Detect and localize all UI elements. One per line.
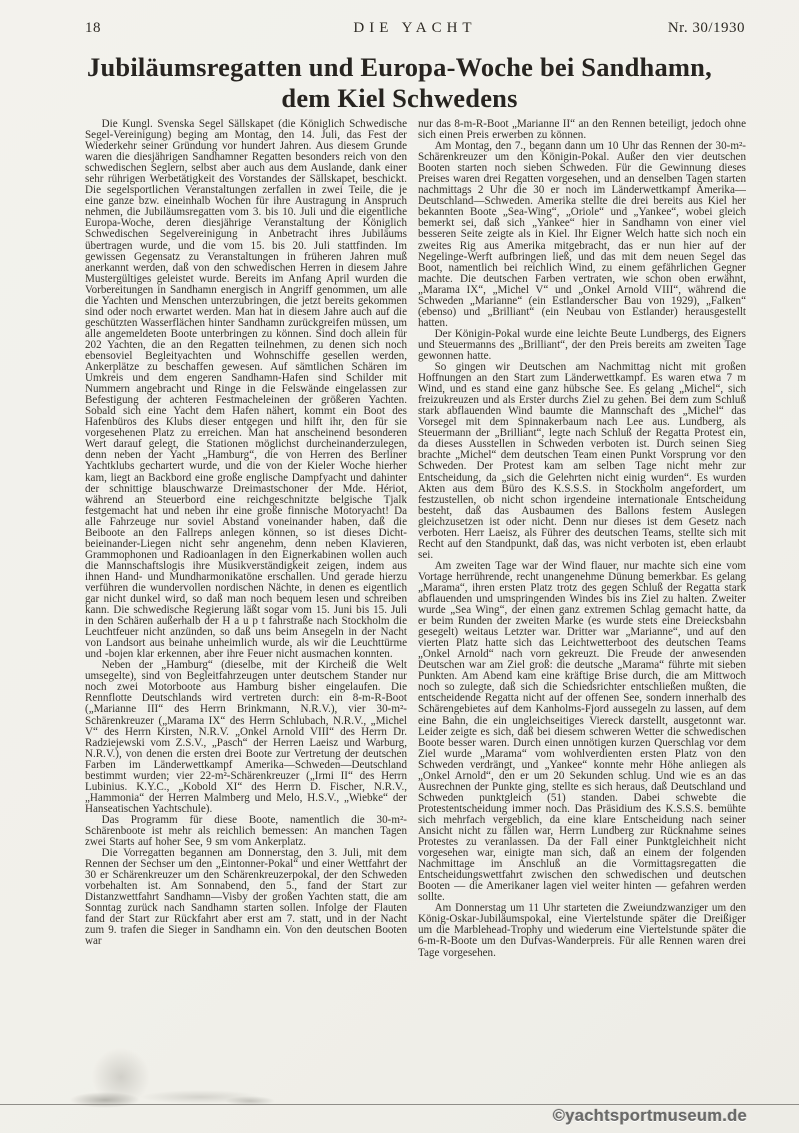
article-paragraph: Am Montag, den 7., begann dann um 10 Uhr das Rennen der 30-m²-Schärenkreuzer um den Königin-Pokal. Außer den vier deutschen Booten starten noch sieben Schweden. Für die Gewinnung dieses Preises waren drei Regatten vorgesehen, und an denselben Tagen starten nachmittags 2 Uhr die 30 er noch im Länderwettkampf Amerika—Deutschland—Schweden. Amerika stellte die drei bereits aus Kiel her bekannten Boote „Sea-Wing“, „Oriole“ und „Yankee“, wobei gleich bemerkt sei, daß sich „Yankee“ hier in Sandhamn von einer viel besseren Seite zeigte als in Kiel. Ihr Eigner Welch hatte sich noch ein zweites Rig aus Amerika mitgebracht, das er nun hier auf der Negelinge-Werft aufbringen ließ, und das mit dem neuen Segel das Boot, namentlich bei reichlich Wind, zu einem gefährlichen Gegner machte. Die deutschen Farben vertraten, wie schon oben erwähnt, „Marama IX“, „Michel V“ und „Onkel Arnold VIII“, während die Schweden „Marianne“ (ein Estlanderscher Bau von 1929), „Falken“ (ebenso) und „Brilliant“ (ein Neubau von Estlander) herausgestellt hatten.: [418, 140, 746, 329]
article-paragraph: nur das 8-m-R-Boot „Marianne II“ an den Rennen beteiligt, jedoch ohne sich einen Preis erwerben zu können.: [418, 119, 746, 142]
watermark: ©yachtsportmuseum.de: [552, 1107, 747, 1125]
article-paragraph: Am Donnerstag um 11 Uhr starteten die Zweiundzwanziger um den König-Oskar-Jubiläumspokal, eine Viertelstunde später die Dreißiger um die Marblehead-Trophy und wiederum eine Viertelstunde später die 6-m-R-Boote um den Dufvas-Wanderpreis. Für alle Rennen waren drei Tage vorgesehen.: [418, 902, 746, 959]
article-paragraph: Neben der „Hamburg“ (dieselbe, mit der Kircheiß die Welt umsegelte), sind von Begleitfahrzeugen unter deutschem Stander nur noch zwei Motorboote aus Hamburg bisher eingelaufen. Die Rennflotte Deutschlands wird vertreten durch: ein 8-m-R-Boot („Marianne III“ des Herrn Brinkmann, N.R.V.), vier 30-m²-Schärenkreuzer („Marama IX“ des Herrn Schlubach, N.R.V., „Michel V“ des Herrn Kirsten, N.R.V. „Onkel Arnold VIII“ des Herrn Dr. Radziejewski vom Z.S.V., „Pasch“ der Herren Laeisz und Warburg, N.R.V.), von denen die ersten drei Boote zur Vertretung der deutschen Farben im Länderwettkampf Amerika—Schweden—Deutschland bestimmt wurden; vier 22-m²-Schärenkreuzer („Irmi II“ des Herrn Lubinius. K.Y.C., „Kobold XI“ des Herrn D. Fischer, N.R.V., „Hammonia“ der Herren Malmberg und Melo, H.S.V., „Wiebke“ der Hanseatischen Yachtschule).: [85, 659, 407, 815]
article-paragraph: Die Vorregatten begannen am Donnerstag, den 3. Juli, mit dem Rennen der Sechser um den „Eintonner-Pokal“ und einer Wettfahrt der 30 er Schärenkreuzer um den Schärenkreuzerpokal, der den Schweden vorbehalten ist. Am Sonnabend, den 5., fand der Start zur Distanzwettfahrt Sandhamn—Visby der großen Yachten statt, die am Sonntag zurück nach Sandhamn starten sollen. Infolge der Flauten fand der Start zur Rückfahrt aber erst am 7. statt, und in der Nacht zum 9. trafen die Sieger in Sandhamn ein. Von den deutschen Booten war: [85, 847, 407, 948]
paper-stain: [70, 1092, 140, 1108]
article-paragraph: So gingen wir Deutschen am Nachmittag nicht mit großen Hoffnungen an den Start zum Länderwettkampf. Es waren etwa 7 m Wind, und es stand eine ganz hübsche See. Es gelang „Michel“, sich freizukreuzen und als Erster durchs Ziel zu gehen. Bei dem zum Schluß stark abflauenden Wind baumte die Mannschaft des „Michel“ das Vorsegel mit dem Spinnakerbaum nach Lee aus. Lundberg, als Steuermann der „Brilliant“, legte nach Schluß der Regatta Protest ein, da dieses Ausstellen in Schweden verboten ist. Durch seinen Sieg brachte „Michel“ dem deutschen Team einen Punkt Vorsprung vor den Schweden. Der Protest kam am selben Tage nicht mehr zur Entscheidung, da „sich die Gelehrten nicht einig wurden“. Es wurden Akten aus dem Büro des K.S.S.S. in Stockholm angefordert, um festzustellen, ob nicht schon irgendeine internationale Entscheidung besteht, daß das Ausbaumen des Ballons festem Auslegen gleichzusetzen ist oder nicht. Denn nur dieses ist dem Gesetz nach verboten. Herr Laeisz, als Führer des deutschen Teams, stellte sich mit Recht auf den Standpunkt, daß das, was nicht verboten ist, eben erlaubt sei.: [418, 361, 746, 561]
journal-title: DIE YACHT: [353, 20, 477, 36]
right-column: [418, 119, 746, 1021]
article-paragraph: Der Königin-Pokal wurde eine leichte Beute Lundbergs, des Eigners und Steuermanns des „Brilliant“, der den Preis bereits am zweiten Tage gewonnen hatte.: [418, 327, 746, 362]
article-paragraph: Die Kungl. Svenska Segel Sällskapet (die Königlich Schwedische Segel-Vereinigung) beging am Montag, den 14. Juli, das Fest der Wiederkehr seiner Gründung vor hundert Jahren. Aus diesem Grunde waren die diesjährigen Sandhamner Regatten besonders reich von den schwedischen Seglern, selbst aber auch aus dem Auslande, dank einer sehr rührigen Werbetätigkeit des Vorstandes der Sällskapet, beschickt. Die segelsportlichen Veranstaltungen zerfallen in zwei Teile, die je eine ganze bzw. eineinhalb Wochen für ihre Austragung in Anspruch nehmen, die Jubiläumsregatten vom 3. bis 10. Juli und die eigentliche Europa-Woche, deren diesjährige Veranstaltung der Königlich Schwedischen Segelvereinigung in Anbetracht ihres Jubiläums übertragen wurde, und die vom 15. bis 20. Juli stattfinden. Im gewissen Gegensatz zu Veranstaltungen in früheren Jahren muß anerkannt werden, daß von den schwedischen Herren in diesem Jahre Mustergültiges geleistet wurde. Bereits im Anfang April wurden die Vorbereitungen in Sandhamn energisch in Angriff genommen, um alle die Yachten und Menschen unterzubringen, die jetzt bereits gekommen sind oder noch erwartet werden. Man hat in diesem Jahre auch auf die geschützten Wasserflächen hinter Sandhamn zurückgreifen müssen, um alle angemeldeten Boote unterbringen zu können. Sind doch allein für 202 Yachten, die an den Regatten teilnehmen, zu denen sich noch ebensoviel Begleityachten und Wohnschiffe gesellen werden, Ankerplätze zu beschaffen gewesen. Auf sämtlichen Schären im Umkreis und dem engeren Sandhamn-Hafen sind Schilder mit Nummern angebracht und Ringe in die Felswände eingelassen zur Befestigung der achteren Festmacheleinen der größeren Yachten. Sobald sich eine Yacht dem Hafen nähert, kommt ein Boot des Hafenbüros des Klubs dieser entgegen und hilft ihr, den für sie vorgesehenen Platz zu erreichen. Man hat anscheinend besonderen Wert darauf gelegt, die Stationen möglichst durcheinanderzulegen, denn neben der Yacht „Hamburg“, die von Herren des Berliner Yachtklubs gechartert wurde, und die von der Kieler Woche hierher kam, liegt an Backbord eine große englische Dampfyacht und dahinter der schnittige blauschwarze Dreimastschoner der Mde. Hériot, während an Steuerbord eine reichgeschnitzte belgische Tjalk festgemacht hat und neben ihr eine große finnische Motoryacht! Da alle Fahrzeuge nur soviel Abstand voneinander haben, daß die Beiboote an den Fallreps anlegen können, so ist dieses Dicht-beieinander-Liegen nicht sehr angenehm, denn neben Klavieren, Grammophonen und Radioanlagen in den Eignerkabinen wollen auch die Mannschaftslogis ihre Musikverständigkeit zeigen, indem aus ihnen Hand- und Mundharmonikatöne erschallen. Und gerade hierzu verführen die wundervollen nordischen Nächte, in denen es eigentlich gar nicht dunkel wird, so daß man noch bequem lesen und schreiben kann. Die schwedische Regierung läßt sogar vom 15. Juni bis 15. Juli in den Schären außerhalb der H a u p t fahrstraße nach Stockholm die Leuchtfeuer nicht anzünden, so daß uns beim Ansegeln in der Nacht von Landsort aus beinahe unheimlich wurde, als wir die Leuchttürme und -bojen klar erkennen, aber ihre Feuer nicht ausmachen konnten.: [85, 119, 407, 661]
paper-stain: [92, 1048, 150, 1106]
headline-line-1: Jubiläumsregatten und Europa-Woche bei Sandhamn,: [87, 52, 712, 82]
left-column: [85, 119, 407, 1021]
paper-stain: [140, 1090, 260, 1104]
article-headline: [0, 52, 799, 114]
issue-number: Nr. 30/1930: [667, 20, 745, 36]
headline-line-2: dem Kiel Schwedens: [281, 83, 518, 113]
article-paragraph: Das Programm für diese Boote, namentlich die 30-m²-Schärenboote ist mehr als reichlich bemessen: An manchen Tagen zwei Starts auf hoher See, 9 sm vom Ankerplatz.: [85, 813, 407, 849]
page-header: [85, 20, 745, 40]
article-paragraph: Am zweiten Tage war der Wind flauer, nur machte sich eine vom Vortage herrührende, recht unangenehme Dünung bemerkbar. Es gelang „Marama“, ihren ersten Platz trotz des gegen Schluß der Regatta stark abflauenden und umspringenden Windes bis ins Ziel zu halten. Zweiter wurde „Sea Wing“, der einen ganz extremen Schlag gemacht hatte, da er beim Runden der zweiten Marke (es wurde stets eine Dreiecksbahn gesegelt) weitaus Letzter war. Dritter war „Marianne“, und auf den vierten Platz hatte sich das Leichtwetterboot des deutschen Teams „Onkel Arnold“ nach vorn gekreuzt. Die Freude der anwesenden Deutschen war am Ziel groß: die deutsche „Marama“ führte mit sieben Punkten. Am Abend kam eine kräftige Brise durch, die am Mittwoch noch so zulegte, daß sich die Schiedsrichter entschließen mußten, die entscheidende Regatta nicht auf der offenen See, sondern innerhalb des Schärengebietes auf dem Kanholms-Fjord aussegeln zu lassen, auf dem eine Bahn, die ein ungleichseitiges Viereck darstellt, ausgetonnt war. Leider zeigte es sich, daß bei diesem schweren Wetter die schwedischen Boote besser waren. Durch einen unnötigen kurzen Querschlag vor dem Ziel wurde „Marama“ vom wohlverdienten ersten Platz von den Schweden verdrängt, und „Yankee“ konnte mehr Höhe anliegen als „Onkel Arnold“, den er um 20 Sekunden schlug. Und wie es an das Ausrechnen der Punkte ging, stellte es sich heraus, daß Deutschland und Schweden punktgleich (51) standen. Dabei schwebte die Protestentscheidung immer noch. Das Präsidium des K.S.S.S. bemühte sich mehrfach vergeblich, da eine klare Entscheidung nach seiner Ansicht nicht zu fällen war, Herrn Lundberg zur Rücknahme seines Protestes zu veranlassen. Da der Fall einer Punktgleichheit nicht vorgesehen war, einigte man sich, daß an einem der folgenden Nachmittage im Anschluß an die Vormittagsregatten die Entscheidungswettfahrt zwischen den schwedischen und deutschen Booten — die Amerikaner lagen viel weiter hinten — gefahren werden sollte.: [418, 559, 746, 904]
footer-rule: [0, 1104, 799, 1105]
page-number: 18: [85, 20, 101, 36]
